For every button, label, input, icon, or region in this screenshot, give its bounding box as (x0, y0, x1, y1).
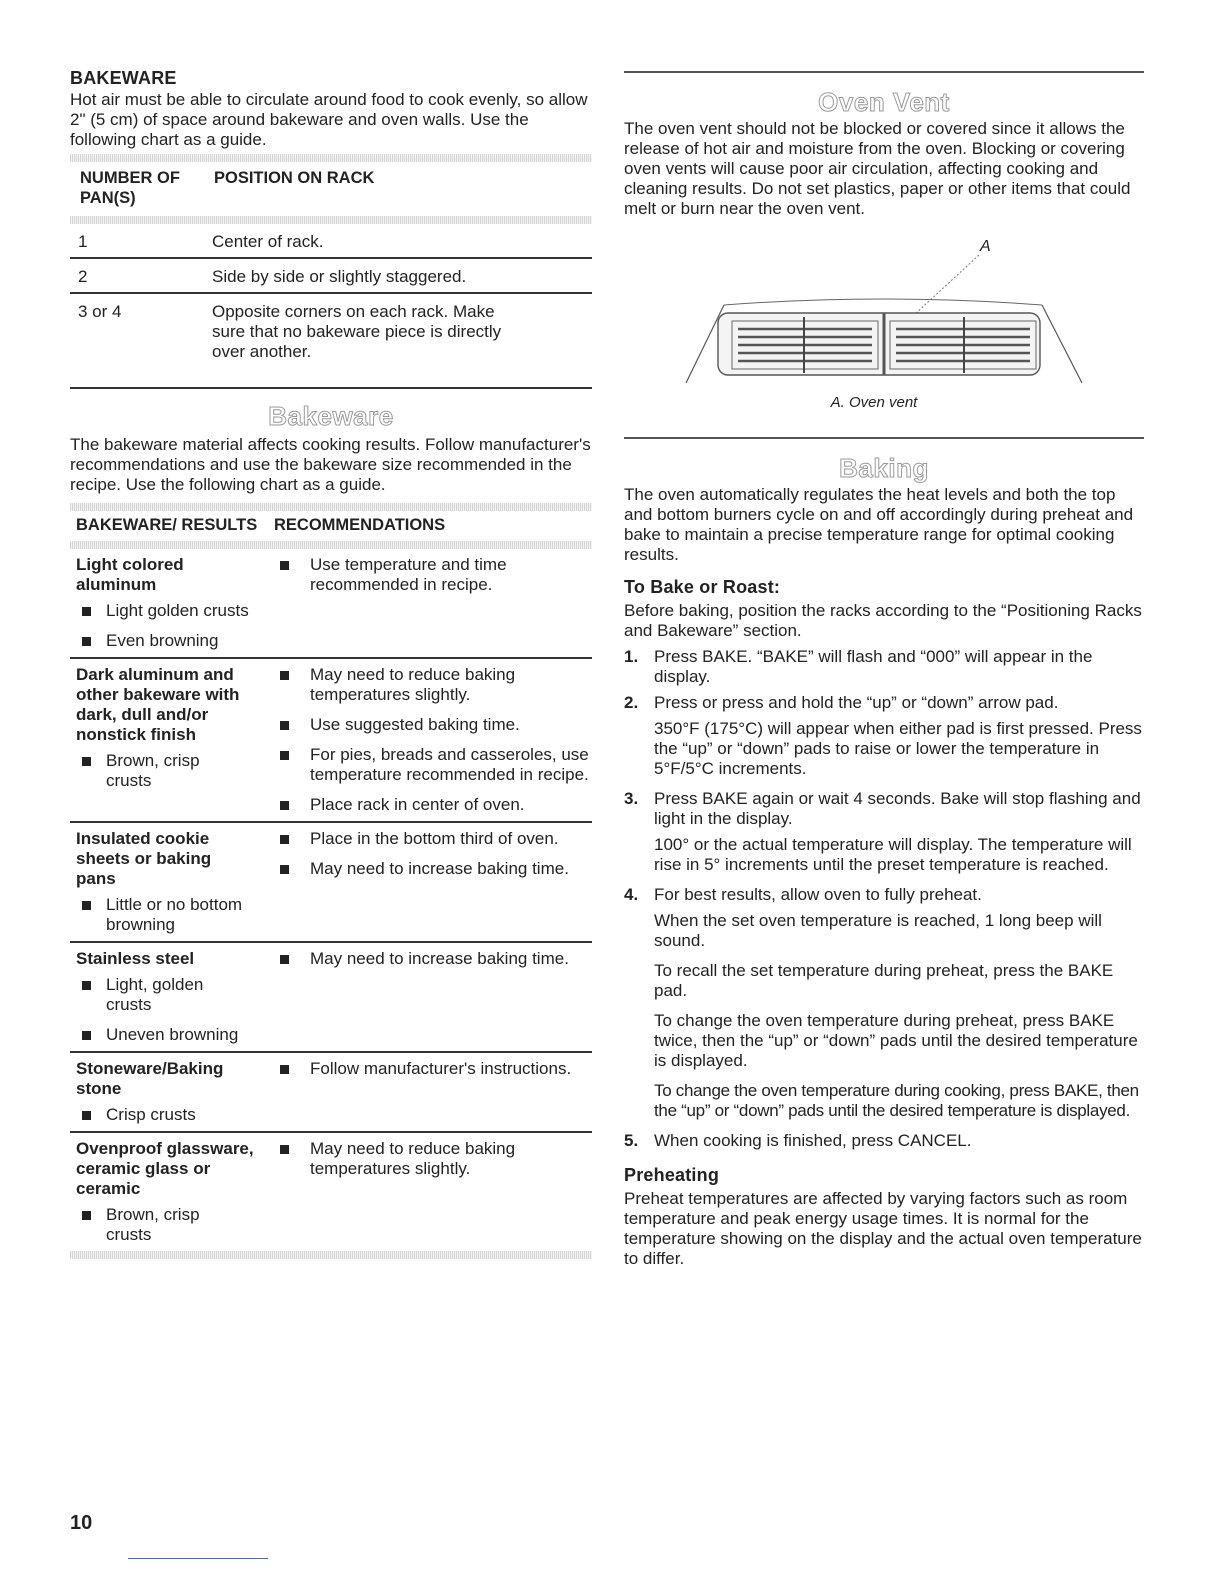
list-item (624, 693, 1144, 713)
result-item: Even browning (76, 631, 274, 651)
list-item (624, 885, 1144, 905)
rec-table-header (70, 511, 592, 541)
bakeware-intro: Hot air must be able to circulate around food to cook evenly, so allow 2" (5 cm) of space around bakeware and oven walls. Use the following chart as a guide. (70, 90, 588, 149)
step-note: 350°F (175°C) will appear when either pad is first pressed. Press the “up” or “down” pads to raise or lower the temperature in 5°F/5°C increments. (654, 719, 1142, 778)
recommendation-item: Place rack in center of oven. (274, 795, 592, 815)
step-note: 100° or the actual temperature will display. The temperature will rise in 5° increments until the preset temperature is reached. (654, 835, 1132, 874)
step-note: To change the oven temperature during cooking, press BAKE, then the “up” or “down” pads until the desired temperature is displayed. (654, 1081, 1139, 1120)
result-item: Light golden crusts (76, 601, 274, 621)
table-top-shade (70, 154, 592, 162)
table-row (70, 549, 592, 658)
step-text: Press or press and hold the “up” or “down” arrow pad. (654, 693, 1059, 712)
table-row (70, 293, 592, 367)
recommendation-item: Use suggested baking time. (274, 715, 592, 735)
bakeware-type: Light colored aluminum (76, 555, 184, 594)
step-number: 4. (624, 885, 639, 904)
step-note: To recall the set temperature during preheat, press the BAKE pad. (654, 961, 1114, 1000)
bakeware-type: Stainless steel (76, 949, 195, 968)
recommendation-item: Place in the bottom third of oven. (274, 829, 592, 849)
bakeware-type: Dark aluminum and other bakeware with dark, dull and/or nonstick finish (76, 665, 240, 744)
step-number: 3. (624, 789, 639, 808)
recommendation-item: May need to increase baking time. (274, 949, 592, 969)
preheating-text: Preheat temperatures are affected by varying factors such as room temperature and peak energy usage times. It is normal for the temperature showing on the display and the actual oven temperature to differ. (624, 1189, 1142, 1268)
page-number: 10 (70, 1512, 93, 1534)
result-item: Brown, crisp crusts (76, 751, 274, 791)
table-row (70, 1052, 592, 1132)
recommendations-col-header: RECOMMENDATIONS (274, 516, 446, 534)
rec-table (70, 549, 592, 1251)
rack-position: Opposite corners on each rack. Make sure that no bakeware piece is directly over another. (212, 302, 502, 361)
step-text: Press BAKE. “BAKE” will flash and “000” will appear in the display. (654, 647, 1093, 686)
list-item (624, 1131, 1144, 1151)
bakeware-type: Stoneware/Baking stone (76, 1059, 224, 1098)
footer-line (128, 1558, 268, 1559)
recommendation-item: May need to increase baking time. (274, 859, 592, 879)
step-note: When the set oven temperature is reached, 1 long beep will sound. (654, 911, 1102, 950)
table-row (70, 822, 592, 942)
step-number: 2. (624, 693, 639, 712)
bakeware-type: Insulated cookie sheets or baking pans (76, 829, 212, 888)
bake-steps (624, 647, 1144, 1151)
table-row (70, 224, 592, 258)
to-bake-heading: To Bake or Roast: (624, 577, 781, 597)
right-column (624, 0, 1144, 1269)
list-item (624, 647, 1144, 687)
recommendation-item: Use temperature and time recommended in recipe. (274, 555, 592, 595)
baking-title: Baking (839, 453, 929, 483)
oven-vent-illustration (624, 233, 1144, 403)
list-item (624, 789, 1144, 829)
result-item: Brown, crisp crusts (76, 1205, 274, 1245)
pan-table (70, 162, 592, 216)
bakeware-type: Ovenproof glassware, ceramic glass or ceramic (76, 1139, 254, 1198)
pan-count: 2 (78, 267, 88, 286)
left-column (70, 0, 592, 1259)
recommendation-item: Follow manufacturer's instructions. (274, 1059, 592, 1079)
preheating-heading: Preheating (624, 1165, 720, 1185)
figure-caption: A. Oven vent (830, 394, 918, 411)
oven-vent-figure (624, 233, 1144, 423)
section-rule (624, 71, 1144, 73)
table-row (70, 942, 592, 1052)
oven-vent-title: Oven Vent (818, 87, 950, 117)
bakeware-section-title: Bakeware (268, 401, 394, 431)
baking-intro: The oven automatically regulates the heat levels and both the top and bottom burners cycle on and off accordingly during preheat and bake to maintain a precise temperature range for optimal cooking results. (624, 485, 1134, 564)
step-text: When cooking is finished, press CANCEL. (654, 1131, 972, 1150)
pan-count: 3 or 4 (78, 302, 122, 321)
pan-col-header: NUMBER OF PAN(S) (80, 169, 180, 207)
pan-table-body (70, 224, 592, 367)
oven-vent-text: The oven vent should not be blocked or covered since it allows the release of hot air and moisture from the oven. Blocking or covering oven vents will cause poor air circulation, affecting cooking and cleaning results. Do not set plastics, paper or other items that could melt or burn near the oven vent. (624, 119, 1131, 218)
recommendation-item: May need to reduce baking temperatures slightly. (274, 1139, 592, 1179)
bakeware-col-header: BAKEWARE/ RESULTS (76, 516, 258, 534)
table-header-shade (70, 216, 592, 224)
to-bake-intro: Before baking, position the racks according to the “Positioning Racks and Bakeware” section. (624, 601, 1142, 640)
step-text: Press BAKE again or wait 4 seconds. Bake will stop flashing and light in the display. (654, 789, 1141, 828)
section-rule (624, 437, 1144, 439)
table-row (70, 1132, 592, 1251)
result-item: Uneven browning (76, 1025, 274, 1045)
rec-table-header-shade (70, 541, 592, 549)
step-note: To change the oven temperature during preheat, press BAKE twice, then the “up” or “down” pads until the desired temperature is displayed. (654, 1011, 1138, 1070)
table-row (70, 658, 592, 822)
step-text: For best results, allow oven to fully preheat. (654, 885, 982, 904)
step-number: 1. (624, 647, 639, 666)
rack-position: Center of rack. (212, 232, 324, 251)
figure-label: A (980, 238, 991, 255)
table-row (70, 258, 592, 293)
pan-count: 1 (78, 232, 88, 251)
rec-table-bottom-shade (70, 1251, 592, 1259)
rec-table-top-shade (70, 503, 592, 511)
recommendation-item: May need to reduce baking temperatures slightly. (274, 665, 592, 705)
step-number: 5. (624, 1131, 639, 1150)
bakeware-section-intro: The bakeware material affects cooking results. Follow manufacturer's recommendations and use the bakeware size recommended in the recipe. Use the following chart as a guide. (70, 435, 591, 494)
result-item: Little or no bottom browning (76, 895, 274, 935)
result-item: Light, golden crusts (76, 975, 274, 1015)
pan-table-header (70, 162, 592, 216)
rack-position: Side by side or slightly staggered. (212, 267, 467, 286)
rack-col-header: POSITION ON RACK (214, 169, 375, 187)
result-item: Crisp crusts (76, 1105, 274, 1125)
bakeware-heading: BAKEWARE (70, 68, 177, 88)
recommendation-item: For pies, breads and casseroles, use temperature recommended in recipe. (274, 745, 592, 785)
section-rule (70, 387, 592, 389)
